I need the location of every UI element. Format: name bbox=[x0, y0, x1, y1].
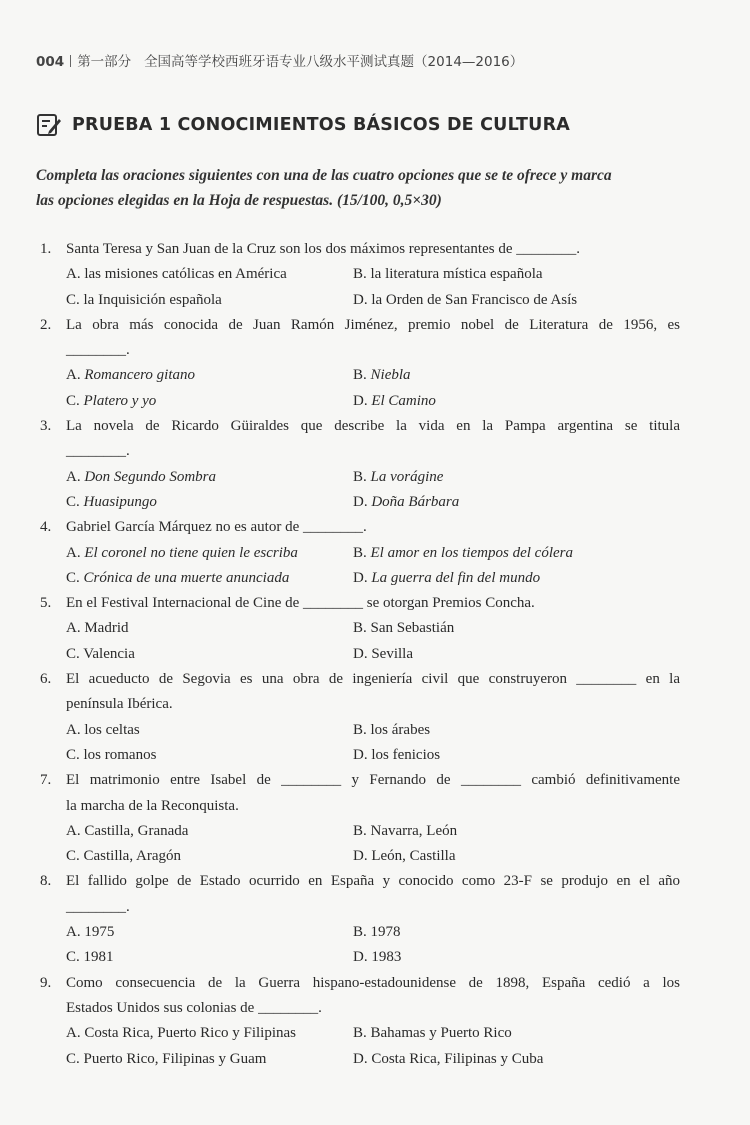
question-number bbox=[40, 439, 66, 464]
question-item bbox=[40, 237, 680, 313]
answer-option: B. Bahamas y Puerto Rico bbox=[353, 1025, 512, 1042]
question-number: 3. bbox=[40, 418, 52, 435]
answer-option: A. Costa Rica, Puerto Rico y Filipinas bbox=[66, 1025, 296, 1042]
question-text: La obra más conocida de Juan Ramón Jiménez, premio nobel de Literatura de 1956, es bbox=[66, 316, 680, 333]
instructions-line: Completa las oraciones siguientes con una de las cuatro opciones que se te ofrece y marca bbox=[36, 167, 612, 184]
option-letter: C. bbox=[66, 392, 84, 409]
option-row bbox=[40, 718, 680, 743]
question-line bbox=[40, 768, 680, 793]
option-row bbox=[40, 465, 680, 490]
option-letter: B. bbox=[353, 544, 371, 561]
question-text: El fallido golpe de Estado ocurrido en España y conocido como 23-F se produjo en el año bbox=[66, 873, 680, 890]
question-text: Como consecuencia de la Guerra hispano-estadounidense de 1898, España cedió a los bbox=[66, 974, 680, 991]
question-item bbox=[40, 591, 680, 667]
answer-option: D. Costa Rica, Filipinas y Cuba bbox=[353, 1050, 544, 1067]
question-number: 8. bbox=[40, 873, 52, 890]
option-row bbox=[40, 541, 680, 566]
instructions-line: las opciones elegidas en la Hoja de respuestas. (15/100, 0,5×30) bbox=[36, 192, 442, 209]
question-item bbox=[40, 971, 680, 1072]
option-text: Crónica de una muerte anunciada bbox=[83, 569, 290, 586]
option-row bbox=[40, 566, 680, 591]
page-number: 004 bbox=[36, 54, 65, 70]
option-text: Doña Bárbara bbox=[371, 493, 460, 510]
question-text: Gabriel García Márquez no es autor de ________. bbox=[66, 519, 367, 536]
option-row bbox=[40, 490, 680, 515]
question-number: 4. bbox=[40, 519, 52, 536]
question-number bbox=[40, 794, 66, 819]
question-text: La novela de Ricardo Güiraldes que describe la vida en la Pampa argentina se titula bbox=[66, 418, 680, 435]
option-text: Romancero gitano bbox=[84, 367, 196, 384]
question-number: 1. bbox=[40, 241, 52, 257]
answer-option bbox=[66, 541, 353, 566]
answer-option: B. San Sebastián bbox=[353, 620, 455, 637]
answer-option: B. los árabes bbox=[353, 721, 431, 738]
question-line bbox=[40, 869, 680, 894]
question-text: península Ibérica. bbox=[66, 696, 173, 713]
option-letter: A. bbox=[66, 544, 85, 561]
option-letter: C. bbox=[66, 493, 84, 510]
answer-option bbox=[353, 363, 411, 388]
question-line bbox=[40, 313, 680, 338]
option-letter: C. bbox=[66, 569, 84, 586]
option-letter: D. bbox=[353, 493, 372, 510]
question-number bbox=[40, 338, 66, 363]
question-text: Santa Teresa y San Juan de la Cruz son los dos máximos representantes de ________. bbox=[66, 241, 580, 257]
header-divider bbox=[70, 55, 71, 67]
question-text: ________. bbox=[66, 342, 130, 359]
option-text: El amor en los tiempos del cólera bbox=[370, 544, 573, 561]
question-number bbox=[40, 996, 66, 1021]
question-number: 5. bbox=[40, 595, 52, 612]
question-number bbox=[40, 895, 66, 920]
answer-option: C. 1981 bbox=[66, 949, 114, 966]
answer-option: C. Valencia bbox=[66, 645, 135, 662]
question-number: 7. bbox=[40, 772, 52, 789]
answer-option: D. los fenicios bbox=[353, 746, 441, 763]
question-line bbox=[40, 591, 680, 616]
option-row bbox=[40, 1047, 680, 1072]
answer-option: C. los romanos bbox=[66, 746, 157, 763]
header-book-title: 全国高等学校西班牙语专业八级水平测试真题（2014—2016） bbox=[144, 54, 524, 70]
answer-option bbox=[353, 465, 443, 490]
option-row bbox=[40, 363, 680, 388]
option-letter: B. bbox=[353, 468, 371, 485]
answer-option: D. la Orden de San Francisco de Asís bbox=[353, 291, 578, 308]
option-row bbox=[40, 262, 680, 287]
question-item bbox=[40, 869, 680, 970]
question-number: 6. bbox=[40, 671, 52, 688]
option-row bbox=[40, 743, 680, 768]
question-text: El acueducto de Segovia es una obra de ingeniería civil que construyeron ________ en la bbox=[66, 671, 680, 688]
question-line bbox=[40, 692, 680, 717]
answer-option: A. los celtas bbox=[66, 721, 140, 738]
option-text: Huasipungo bbox=[83, 493, 157, 510]
option-row bbox=[40, 1021, 680, 1046]
question-number: 2. bbox=[40, 316, 52, 333]
option-row bbox=[40, 920, 680, 945]
question-text: la marcha de la Reconquista. bbox=[66, 797, 239, 814]
option-letter: B. bbox=[353, 367, 371, 384]
answer-option: A. 1975 bbox=[66, 924, 115, 941]
question-line bbox=[40, 439, 680, 464]
answer-option: D. 1983 bbox=[353, 949, 402, 966]
section-title: PRUEBA 1 CONOCIMIENTOS BÁSICOS DE CULTURA bbox=[72, 115, 571, 135]
answer-option: D. León, Castilla bbox=[353, 848, 456, 865]
option-text: Platero y yo bbox=[83, 392, 157, 409]
option-row bbox=[40, 642, 680, 667]
option-row bbox=[40, 288, 680, 313]
answer-option bbox=[66, 465, 353, 490]
question-number bbox=[40, 692, 66, 717]
option-row bbox=[40, 945, 680, 970]
question-number: 9. bbox=[40, 974, 52, 991]
answer-option: B. 1978 bbox=[353, 924, 401, 941]
answer-option bbox=[66, 389, 353, 414]
option-text: Niebla bbox=[370, 367, 411, 384]
question-list bbox=[40, 237, 680, 1072]
question-line bbox=[40, 971, 680, 996]
answer-option bbox=[66, 566, 353, 591]
answer-option: A. Madrid bbox=[66, 620, 129, 637]
question-text: En el Festival Internacional de Cine de ________ se otorgan Premios Concha. bbox=[66, 595, 535, 612]
answer-option: A. las misiones católicas en América bbox=[66, 266, 287, 283]
question-item bbox=[40, 414, 680, 515]
question-text: Estados Unidos sus colonias de ________. bbox=[66, 999, 322, 1016]
question-line bbox=[40, 237, 680, 262]
option-letter: D. bbox=[353, 392, 372, 409]
question-line bbox=[40, 338, 680, 363]
option-row bbox=[40, 616, 680, 641]
option-text: La guerra del fin del mundo bbox=[371, 569, 541, 586]
option-row bbox=[40, 844, 680, 869]
option-row bbox=[40, 819, 680, 844]
answer-option: C. la Inquisición española bbox=[66, 291, 222, 308]
option-letter: A. bbox=[66, 367, 85, 384]
question-text: ________. bbox=[66, 443, 130, 460]
answer-option bbox=[353, 490, 459, 515]
question-line bbox=[40, 667, 680, 692]
answer-option bbox=[66, 490, 353, 515]
option-text: La vorágine bbox=[370, 468, 444, 485]
answer-option bbox=[353, 389, 436, 414]
question-line bbox=[40, 996, 680, 1021]
running-header bbox=[36, 50, 523, 70]
option-text: El coronel no tiene quien le escriba bbox=[84, 544, 298, 561]
question-item bbox=[40, 515, 680, 591]
answer-option bbox=[353, 541, 573, 566]
question-item bbox=[40, 768, 680, 869]
answer-option: C. Castilla, Aragón bbox=[66, 848, 181, 865]
question-item bbox=[40, 313, 680, 414]
option-text: Don Segundo Sombra bbox=[84, 468, 217, 485]
answer-option bbox=[66, 363, 353, 388]
instructions bbox=[36, 163, 686, 213]
question-line bbox=[40, 414, 680, 439]
option-letter: A. bbox=[66, 468, 85, 485]
question-line bbox=[40, 515, 680, 540]
answer-option: B. Navarra, León bbox=[353, 822, 458, 839]
answer-option: B. la literatura mística española bbox=[353, 266, 543, 283]
option-letter: D. bbox=[353, 569, 372, 586]
question-text: El matrimonio entre Isabel de ________ y Fernando de ________ cambió definitivamente bbox=[66, 772, 680, 789]
question-item bbox=[40, 667, 680, 768]
answer-option bbox=[353, 566, 540, 591]
section-heading bbox=[36, 112, 570, 138]
question-text: ________. bbox=[66, 898, 130, 915]
edit-note-icon bbox=[36, 112, 62, 138]
answer-option: C. Puerto Rico, Filipinas y Guam bbox=[66, 1050, 267, 1067]
question-line bbox=[40, 895, 680, 920]
answer-option: D. Sevilla bbox=[353, 645, 413, 662]
option-row bbox=[40, 389, 680, 414]
option-text: El Camino bbox=[371, 392, 436, 409]
header-part: 第一部分 bbox=[77, 54, 132, 70]
answer-option: A. Castilla, Granada bbox=[66, 822, 189, 839]
question-line bbox=[40, 794, 680, 819]
